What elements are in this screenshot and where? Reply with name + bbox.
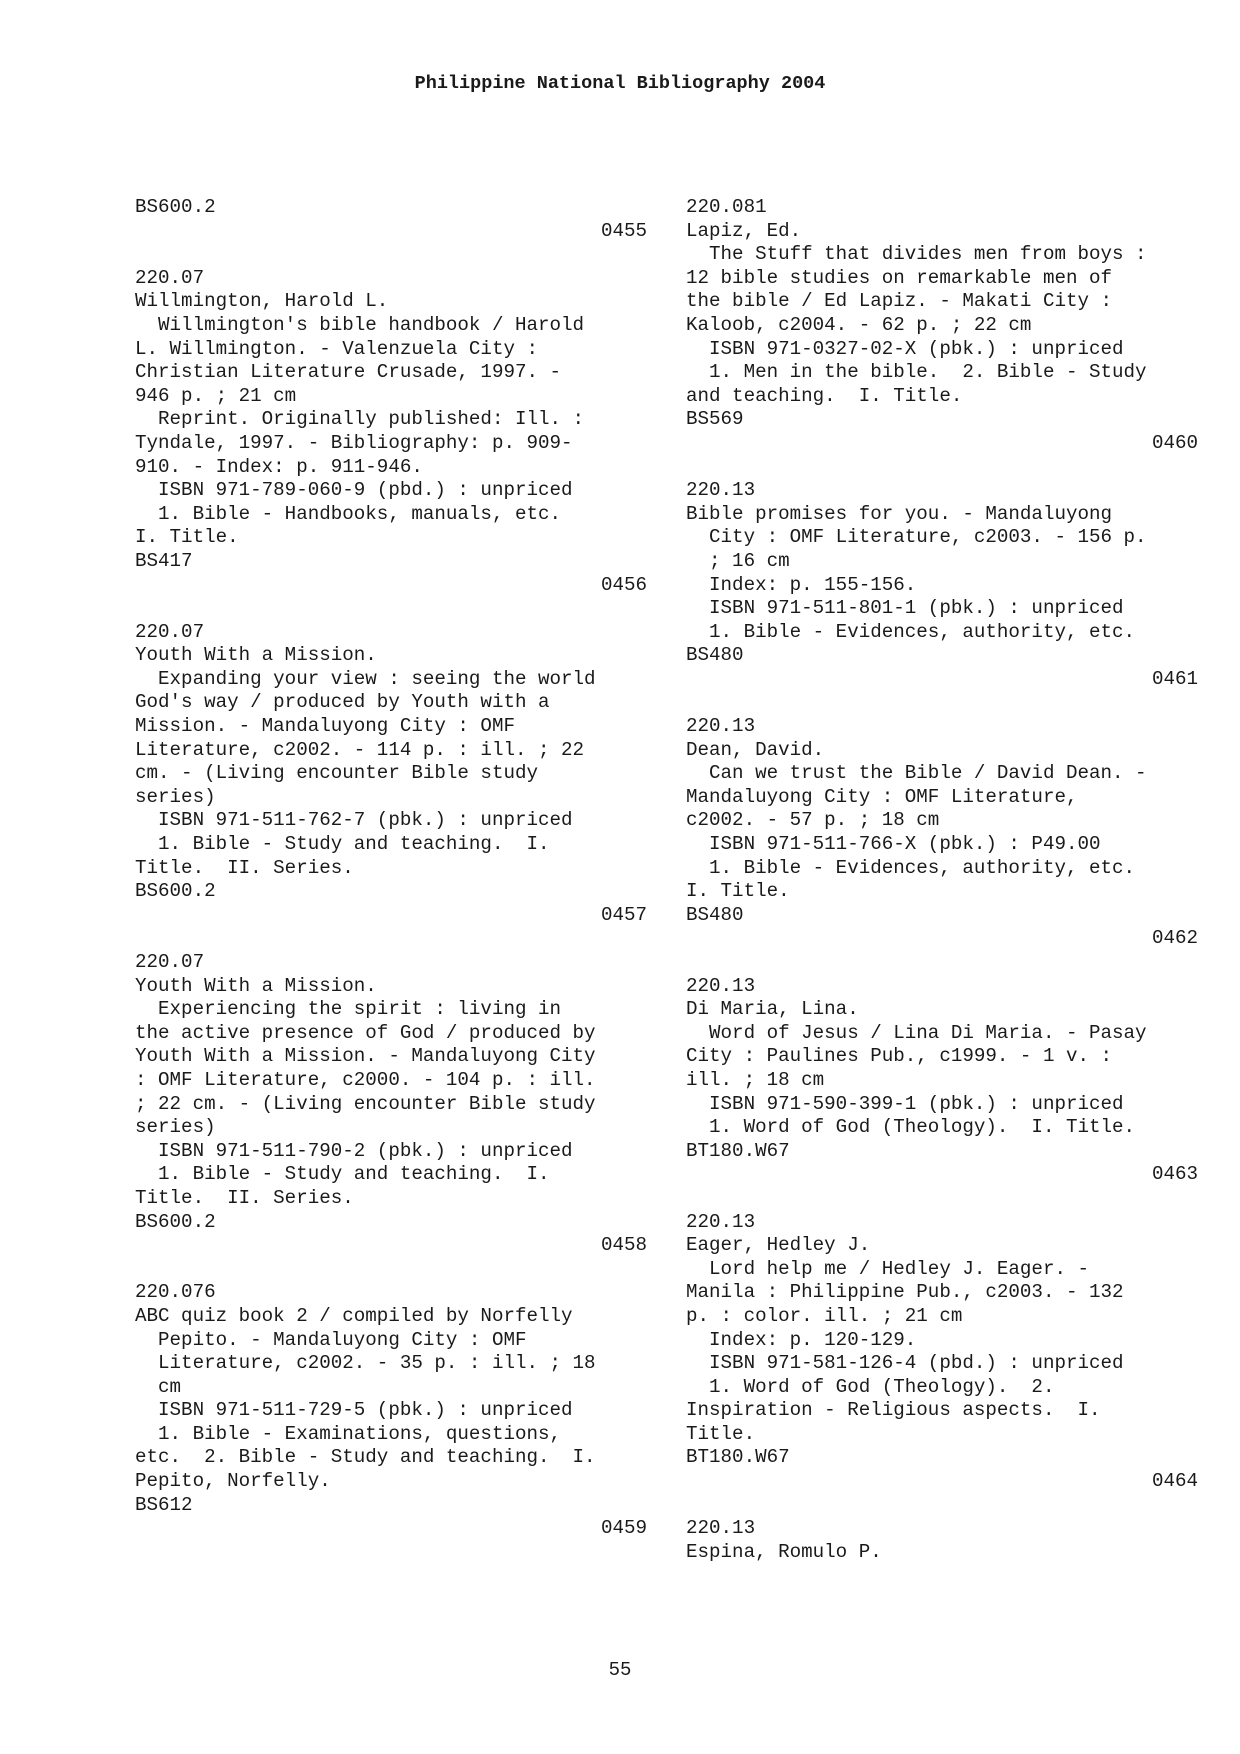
entry-line: BS480: [686, 903, 744, 926]
entry-line: Eager, Hedley J.: [686, 1234, 871, 1257]
entry-line: ; 16 cm: [686, 549, 790, 572]
left-column: [135, 196, 647, 1564]
entry-line: 946 p. ; 21 cm: [135, 384, 297, 407]
entry-line: 220.076: [135, 1281, 216, 1304]
entry-line: Willmington's bible handbook / Harold: [135, 313, 585, 336]
entry-line: cm. - (Living encounter Bible study: [135, 762, 539, 785]
bibliography-entry: [686, 196, 1198, 456]
entry-line: the bible / Ed Lapiz. - Makati City :: [686, 290, 1113, 313]
entry-line: Experiencing the spirit : living in: [135, 998, 562, 1021]
entry-line: Youth With a Mission.: [135, 974, 377, 997]
entry-number: 0460: [1151, 431, 1198, 454]
entry-line: Espina, Romulo P.: [686, 1540, 882, 1563]
entry-line: Lapiz, Ed.: [686, 219, 802, 242]
entry-line: City : Paulines Pub., c1999. - 1 v. :: [686, 1045, 1113, 1068]
entry-line: 1. Bible - Examinations, questions,: [135, 1422, 562, 1445]
entry-line: Literature, c2002. - 35 p. : ill. ; 18: [135, 1352, 596, 1375]
entry-line: 220.07: [135, 620, 205, 643]
entry-line: L. Willmington. - Valenzuela City :: [135, 337, 539, 360]
entry-line: 220.13: [686, 974, 756, 997]
entry-number: 0456: [600, 573, 647, 596]
entry-line: Pepito. - Mandaluyong City : OMF: [135, 1328, 527, 1351]
entry-number: 0459: [600, 1517, 647, 1540]
entry-line: BT180.W67: [686, 1446, 790, 1469]
entry-line: 1. Word of God (Theology). I. Title.: [686, 1116, 1136, 1139]
left-entries: [135, 267, 647, 1541]
entry-line: Christian Literature Crusade, 1997. -: [135, 361, 562, 384]
entry-line: 220.13: [686, 1517, 756, 1540]
entry-line: 1. Bible - Evidences, authority, etc.: [686, 620, 1136, 643]
entry-line: c2002. - 57 p. ; 18 cm: [686, 809, 940, 832]
entry-line: Title. II. Series.: [135, 1186, 354, 1209]
entry-line: ISBN 971-581-126-4 (pbd.) : unpriced: [686, 1352, 1124, 1375]
entry-line: BT180.W67: [686, 1139, 790, 1162]
entry-line: 1. Bible - Study and teaching. I.: [135, 1163, 550, 1186]
entry-line: Dean, David.: [686, 738, 825, 761]
bibliography-entry: [135, 267, 647, 597]
bibliography-entry: [135, 621, 647, 928]
entry-line: ISBN 971-0327-02-X (pbk.) : unpriced: [686, 337, 1124, 360]
entry-line: Reprint. Originally published: Ill. :: [135, 408, 585, 431]
entry-number: 0464: [1151, 1470, 1198, 1493]
bibliography-entry: [686, 1211, 1198, 1494]
entry-line: BS480: [686, 644, 744, 667]
entry-line: I. Title.: [135, 526, 239, 549]
entry-line: ISBN 971-789-060-9 (pbd.) : unpriced: [135, 479, 573, 502]
entry-line: Lord help me / Hedley J. Eager. -: [686, 1257, 1090, 1280]
entry-line: Mission. - Mandaluyong City : OMF: [135, 715, 515, 738]
entry-line: p. : color. ill. ; 21 cm: [686, 1304, 963, 1327]
entry-line: Youth With a Mission. - Mandaluyong City: [135, 1045, 596, 1068]
entry-line: series): [135, 785, 216, 808]
entry-line: ABC quiz book 2 / compiled by Norfelly: [135, 1304, 573, 1327]
entry-line: 910. - Index: p. 911-946.: [135, 455, 423, 478]
entry-line: series): [135, 1116, 216, 1139]
entry-line: Index: p. 120-129.: [686, 1328, 917, 1351]
bibliography-entry: [686, 975, 1198, 1187]
entry-number: 0457: [600, 903, 647, 926]
entry-line: 220.081: [686, 196, 767, 218]
entry-line: etc. 2. Bible - Study and teaching. I.: [135, 1446, 596, 1469]
entry-line: City : OMF Literature, c2003. - 156 p.: [686, 526, 1147, 549]
entry-line: ISBN 971-590-399-1 (pbk.) : unpriced: [686, 1092, 1124, 1115]
entry-line: the active presence of God / produced by: [135, 1021, 596, 1044]
entry-line: : OMF Literature, c2000. - 104 p. : ill.: [135, 1068, 596, 1091]
entry-line: 1. Word of God (Theology). 2.: [686, 1375, 1055, 1398]
entry-line: ISBN 971-511-729-5 (pbk.) : unpriced: [135, 1399, 573, 1422]
entry-line: BS600.2: [135, 880, 216, 903]
page-title: Philippine National Bibliography 2004: [414, 73, 826, 94]
entry-line: Tyndale, 1997. - Bibliography: p. 909-: [135, 431, 573, 454]
entry-line: Index: p. 155-156.: [686, 573, 917, 596]
entry-line: The Stuff that divides men from boys :: [686, 243, 1147, 266]
entry-line: 12 bible studies on remarkable men of: [686, 266, 1113, 289]
bibliography-entry: [135, 1281, 647, 1541]
entry-line: Title. II. Series.: [135, 856, 354, 879]
entry-line: ISBN 971-511-766-X (pbk.) : P49.00: [686, 833, 1101, 856]
entry-line: Inspiration - Religious aspects. I.: [686, 1399, 1101, 1422]
entry-line: ISBN 971-511-762-7 (pbk.) : unpriced: [135, 809, 573, 832]
entry-line: Word of Jesus / Lina Di Maria. - Pasay: [686, 1021, 1147, 1044]
entry-line: 220.13: [686, 1210, 756, 1233]
right-column: [686, 196, 1198, 1588]
entry-number: 0462: [1151, 927, 1198, 950]
entry-line: cm: [135, 1375, 182, 1398]
entry-number: 0458: [600, 1234, 647, 1257]
entry-line: Willmington, Harold L.: [135, 290, 389, 313]
entry-number: 0461: [1151, 667, 1198, 690]
entry-line: 220.13: [686, 715, 756, 738]
entry-line: 220.07: [135, 266, 205, 289]
entry-line: ; 22 cm. - (Living encounter Bible study: [135, 1092, 596, 1115]
bibliography-entry: [135, 951, 647, 1258]
entry-line: Manila : Philippine Pub., c2003. - 132: [686, 1281, 1124, 1304]
page-number: 55: [608, 1659, 632, 1681]
entry-line: and teaching. I. Title.: [686, 384, 963, 407]
entry-line: Can we trust the Bible / David Dean. -: [686, 762, 1147, 785]
bibliography-entry: [686, 1517, 1198, 1564]
entry-line: ill. ; 18 cm: [686, 1068, 825, 1091]
entry-line: Youth With a Mission.: [135, 644, 377, 667]
entry-line: Title.: [686, 1422, 756, 1445]
entry-line: God's way / produced by Youth with a: [135, 691, 550, 714]
entry-number: 0455: [600, 219, 647, 242]
entry-line: Mandaluyong City : OMF Literature,: [686, 785, 1078, 808]
entry-line: Di Maria, Lina.: [686, 998, 859, 1021]
entry-line: BS600.2: [135, 1210, 216, 1233]
entry-line: Literature, c2002. - 114 p. : ill. ; 22: [135, 738, 585, 761]
bibliography-entry: [686, 479, 1198, 691]
call-number: BS600.2: [135, 196, 216, 218]
entry-line: 1. Bible - Handbooks, manuals, etc.: [135, 502, 562, 525]
right-entries: [686, 196, 1198, 1564]
entry-line: Pepito, Norfelly.: [135, 1470, 331, 1493]
entry-line: ISBN 971-511-801-1 (pbk.) : unpriced: [686, 597, 1124, 620]
entry-line: 1. Bible - Evidences, authority, etc.: [686, 856, 1136, 879]
continued-entry: [135, 196, 647, 243]
entry-line: I. Title.: [686, 880, 790, 903]
bibliography-entry: [686, 715, 1198, 951]
entry-line: ISBN 971-511-790-2 (pbk.) : unpriced: [135, 1139, 573, 1162]
entry-line: BS612: [135, 1493, 193, 1516]
entry-line: Expanding your view : seeing the world: [135, 667, 596, 690]
entry-number: 0463: [1151, 1163, 1198, 1186]
entry-line: BS417: [135, 549, 193, 572]
entry-line: 220.13: [686, 479, 756, 502]
entry-line: 1. Bible - Study and teaching. I.: [135, 833, 550, 856]
entry-line: BS569: [686, 408, 744, 431]
entry-line: Bible promises for you. - Mandaluyong: [686, 502, 1113, 525]
entry-line: 220.07: [135, 951, 205, 973]
entry-line: 1. Men in the bible. 2. Bible - Study: [686, 361, 1147, 384]
entry-line: Kaloob, c2004. - 62 p. ; 22 cm: [686, 313, 1032, 336]
